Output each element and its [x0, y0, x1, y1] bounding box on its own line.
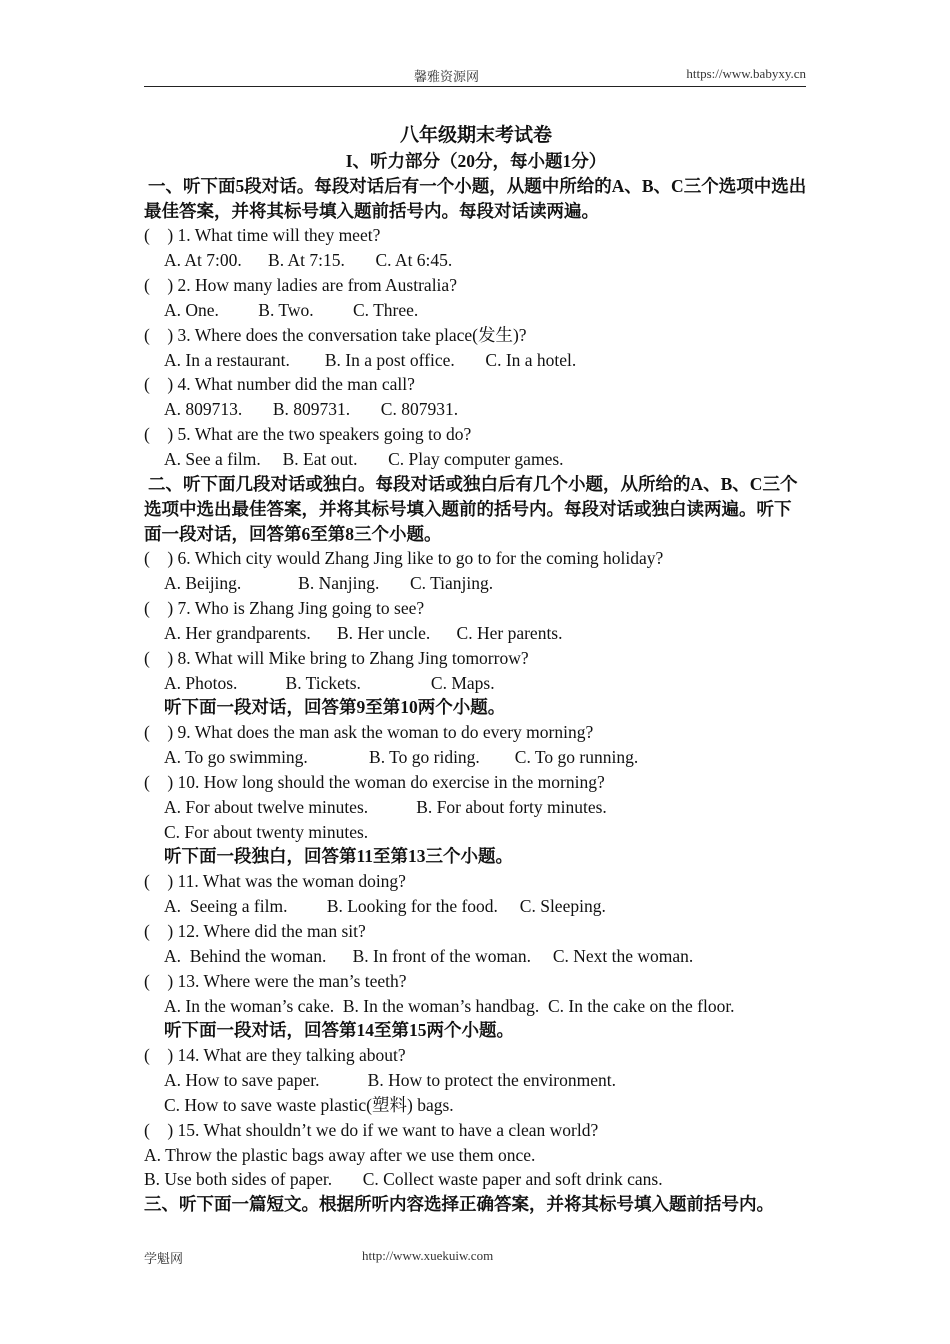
answer-options: A. 809713. B. 809731. C. 807931.: [164, 399, 459, 420]
answer-options: A. Throw the plastic bags away after we use them once.: [144, 1144, 536, 1165]
question-list-part1: [144, 223, 808, 471]
answer-options: A. In a restaurant. B. In a post office. C. In a hotel.: [164, 349, 577, 370]
answer-options: A. At 7:00. B. At 7:15. C. At 6:45.: [164, 250, 453, 271]
answer-options: C. How to save waste plastic(塑料) bags.: [164, 1094, 454, 1115]
section-heading-listening: I、听力部分（20分，每小题1分）: [345, 150, 607, 171]
question-line: ( ) 7. Who is Zhang Jing going to see?: [144, 598, 425, 619]
answer-options: A. In the woman’s cake. B. In the woman’s handbag. C. In the cake on the floor.: [164, 995, 735, 1016]
question-line: ( ) 10. How long should the woman do exercise in the morning?: [144, 771, 605, 792]
question-line: ( ) 11. What was the woman doing?: [144, 871, 406, 892]
dialogue-instruction: 听下面一段对话，回答第9至第10两个小题。: [164, 697, 506, 718]
question-list-part2: [144, 546, 808, 1192]
question-line: ( ) 9. What does the man ask the woman to do every morning?: [144, 722, 594, 743]
question-line: ( ) 14. What are they talking about?: [144, 1045, 406, 1066]
question-line: ( ) 8. What will Mike bring to Zhang Jing tomorrow?: [144, 647, 529, 668]
section2-instructions: 二、听下面几段对话或独白。每段对话或独白后有几个小题，从所给的A、B、C三个选项中选出最佳答案，并将其标号填入题前的括号内。每段对话或独白读两遍。听下面一段对话，回答第6至第8三个小题。: [144, 473, 798, 544]
question-line: ( ) 2. How many ladies are from Australia?: [144, 275, 457, 296]
dialogue-instruction: 听下面一段独白，回答第11至第13三个小题。: [164, 846, 514, 867]
answer-options: A. One. B. Two. C. Three.: [164, 299, 419, 320]
answer-options: A. How to save paper. B. How to protect the environment.: [164, 1070, 616, 1091]
header-url[interactable]: https://www.babyxy.cn: [686, 66, 806, 81]
question-line: ( ) 6. Which city would Zhang Jing like to go to for the coming holiday?: [144, 548, 664, 569]
answer-options: A. Beijing. B. Nanjing. C. Tianjing.: [164, 573, 494, 594]
question-line: ( ) 4. What number did the man call?: [144, 374, 415, 395]
exam-content: [144, 124, 808, 1217]
answer-options: A. Seeing a film. B. Looking for the food. C. Sleeping.: [164, 896, 606, 917]
question-line: ( ) 12. Where did the man sit?: [144, 921, 366, 941]
exam-title: 八年级期末考试卷: [399, 125, 552, 146]
question-line: ( ) 13. Where were the man’s teeth?: [144, 970, 407, 991]
question-line: ( ) 15. What shouldn’t we do if we want to have a clean world?: [144, 1119, 599, 1140]
footer-site-name: 学魁网: [144, 1251, 184, 1266]
page-header: [144, 66, 806, 87]
footer-url[interactable]: http://www.xuekuiw.com: [362, 1248, 494, 1263]
answer-options: A. To go swimming. B. To go riding. C. To go running.: [164, 747, 639, 768]
answer-options: A. See a film. B. Eat out. C. Play computer games.: [164, 448, 564, 469]
section3-instructions: 三、听下面一篇短文。根据所听内容选择正确答案，并将其标号填入题前括号内。: [144, 1194, 774, 1215]
header-site-name: 馨雅资源网: [414, 69, 480, 84]
question-line: ( ) 5. What are the two speakers going to do?: [144, 424, 472, 445]
answer-options: B. Use both sides of paper. C. Collect waste paper and soft drink cans.: [144, 1169, 663, 1190]
question-line: ( ) 1. What time will they meet?: [144, 225, 381, 246]
dialogue-instruction: 听下面一段对话，回答第14至第15两个小题。: [164, 1020, 514, 1041]
answer-options: A. Behind the woman. B. In front of the woman. C. Next the woman.: [164, 945, 694, 966]
answer-options: A. Her grandparents. B. Her uncle. C. Her parents.: [164, 622, 563, 643]
answer-options: C. For about twenty minutes.: [164, 821, 369, 842]
section1-instructions: 一、听下面5段对话。每段对话后有一个小题，从题中所给的A、B、C三个选项中选出最佳答案，并将其标号填入题前括号内。每段对话读两遍。: [144, 175, 807, 221]
question-line: ( ) 3. Where does the conversation take place(发生)?: [144, 324, 527, 345]
answer-options: A. Photos. B. Tickets. C. Maps.: [164, 672, 495, 693]
answer-options: A. For about twelve minutes. B. For about forty minutes.: [164, 796, 607, 817]
